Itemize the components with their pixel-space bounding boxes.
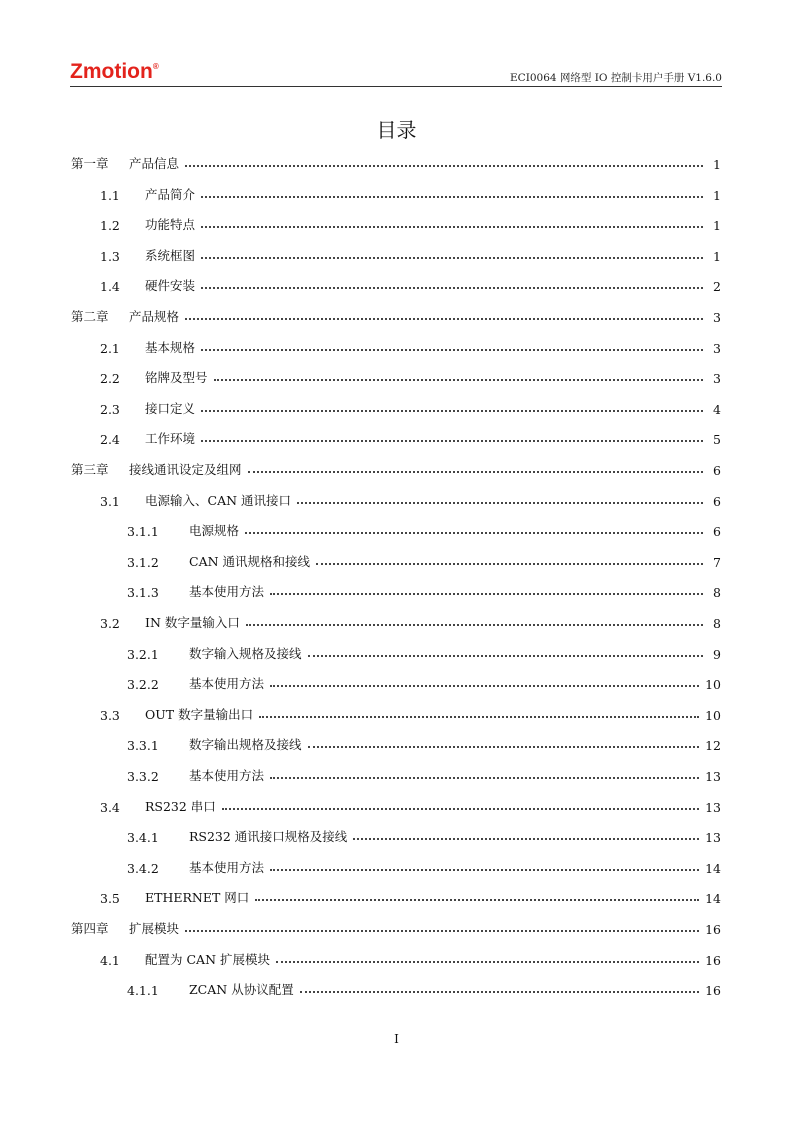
toc-dot-leader (308, 655, 703, 657)
toc-entry-title: IN 数字量输入口 (145, 615, 240, 630)
toc-entry-title: 基本使用方法 (189, 768, 265, 783)
toc-entry[interactable] (100, 793, 721, 815)
page-header (70, 58, 722, 87)
toc-entry-page: 5 (713, 432, 721, 448)
toc-entry-page: 16 (705, 952, 721, 968)
toc-dot-leader (185, 930, 699, 932)
toc-entry-number: 第四章 (71, 921, 109, 936)
toc-dot-leader (185, 165, 703, 167)
toc-dot-leader (270, 593, 703, 595)
toc-entry-page: 1 (713, 248, 721, 264)
toc-entry[interactable] (71, 150, 721, 172)
toc-entry-number: 3.2.1 (127, 646, 159, 662)
toc-entry-number: 3.3.1 (127, 738, 159, 754)
toc-entry-page: 10 (705, 677, 721, 693)
toc-dot-leader (245, 532, 703, 534)
toc-dot-leader (297, 502, 703, 504)
toc-entry[interactable] (100, 487, 721, 509)
toc-entry-page: 3 (713, 340, 721, 356)
toc-entry-title: ETHERNET 网口 (145, 890, 250, 906)
toc-entry-number: 3.3 (100, 707, 120, 723)
toc-entry[interactable] (127, 823, 721, 845)
toc-entry-page: 13 (705, 799, 721, 815)
toc-entry[interactable] (100, 334, 721, 356)
toc-entry-page: 3 (713, 310, 721, 325)
toc-entry-page: 6 (713, 463, 721, 478)
toc-entry-title: 基本使用方法 (189, 676, 265, 692)
toc-entry-page: 14 (705, 891, 721, 907)
toc-entry[interactable] (100, 701, 721, 723)
toc-entry-page: 4 (713, 401, 721, 417)
toc-entry[interactable] (127, 548, 721, 570)
toc-entry-number: 3.4 (100, 799, 120, 815)
toc-entry-title: 产品规格 (129, 309, 180, 324)
toc-entry-page: 7 (713, 554, 721, 570)
toc-entry-page: 3 (713, 371, 721, 387)
toc-entry[interactable] (127, 640, 721, 662)
toc-dot-leader (201, 410, 703, 412)
toc-entry-title: 功能特点 (145, 217, 196, 233)
toc-entry-number: 第二章 (71, 309, 109, 324)
toc-heading: 目录 (376, 118, 417, 142)
toc-entry-title: 铭牌及型号 (145, 370, 208, 386)
toc-dot-leader (201, 196, 703, 198)
toc-entry-number: 1.3 (100, 248, 120, 264)
toc-entry-title: 工作环境 (145, 431, 196, 447)
toc-dot-leader (316, 563, 703, 565)
toc-entry-title: 扩展模块 (129, 921, 180, 936)
toc-entry[interactable] (100, 946, 721, 968)
document-title: ECI0064 网络型 IO 控制卡用户手册 V1.6.0 (510, 72, 722, 84)
toc-entry-title: 产品信息 (129, 156, 180, 171)
toc-dot-leader (246, 624, 703, 626)
toc-entry[interactable] (71, 303, 721, 325)
toc-entry-title: 基本使用方法 (189, 584, 265, 600)
toc-entry-title: 电源规格 (189, 523, 240, 539)
toc-entry-number: 4.1 (100, 952, 120, 968)
toc-entry-page: 8 (713, 585, 721, 601)
toc-entry-page: 13 (705, 769, 721, 784)
toc-entry[interactable] (100, 272, 721, 294)
toc-entry-page: 6 (713, 493, 721, 509)
toc-dot-leader (222, 808, 699, 810)
toc-entry-page: 14 (705, 860, 721, 876)
toc-entry-number: 1.4 (100, 279, 120, 295)
page-number: I (394, 1032, 399, 1046)
toc-entry-number: 3.4.2 (127, 860, 159, 876)
toc-entry-title: ZCAN 从协议配置 (189, 982, 294, 998)
toc-entry-page: 10 (705, 707, 721, 723)
toc-entry[interactable] (127, 854, 721, 876)
toc-entry-title: 电源输入、CAN 通讯接口 (145, 492, 292, 508)
toc-entry-title: 数字输出规格及接线 (189, 737, 302, 753)
toc-entry-title: RS232 通讯接口规格及接线 (189, 829, 348, 845)
toc-entry[interactable] (100, 242, 721, 264)
toc-entry-title: 接线通讯设定及组网 (129, 462, 242, 477)
toc-entry-title: 接口定义 (145, 400, 196, 416)
toc-entry-page: 1 (713, 218, 721, 234)
toc-entry[interactable] (127, 976, 721, 998)
toc-entry-number: 3.3.2 (127, 769, 159, 784)
toc-entry[interactable] (127, 578, 721, 600)
toc-dot-leader (201, 440, 703, 442)
toc-dot-leader (353, 838, 699, 840)
toc-entry[interactable] (127, 670, 721, 692)
toc-entry-title: OUT 数字量输出口 (145, 706, 254, 722)
toc-entry-page: 1 (713, 157, 721, 172)
toc-entry-number: 3.1.1 (127, 524, 159, 540)
toc-dot-leader (255, 899, 699, 901)
toc-entry-page: 6 (713, 524, 721, 540)
toc-entry-number: 3.5 (100, 891, 120, 907)
zmotion-logo: Zmotion® (70, 60, 159, 83)
toc-dot-leader (276, 961, 699, 963)
toc-entry-title: 数字输入规格及接线 (189, 645, 302, 661)
toc-entry[interactable] (127, 762, 721, 784)
toc-entry-number: 1.2 (100, 218, 120, 234)
toc-entry-page: 13 (705, 830, 721, 846)
toc-entry[interactable] (100, 884, 721, 906)
toc-entry-number: 4.1.1 (127, 983, 159, 999)
toc-entry-number: 第一章 (71, 156, 109, 171)
toc-dot-leader (270, 777, 699, 779)
toc-entry-page: 2 (713, 279, 721, 295)
toc-entry-number: 3.2.2 (127, 677, 159, 693)
toc-entry[interactable] (71, 456, 721, 478)
toc-entry-title: 硬件安装 (145, 278, 196, 294)
toc-dot-leader (201, 349, 703, 351)
toc-dot-leader (201, 226, 703, 228)
toc-entry[interactable] (100, 364, 721, 386)
toc-entry-number: 3.1.3 (127, 585, 159, 601)
toc-entry-number: 第三章 (71, 462, 109, 477)
toc-entry-page: 12 (705, 738, 721, 754)
toc-dot-leader (248, 471, 703, 473)
toc-entry-page: 9 (713, 646, 721, 662)
toc-entry-number: 2.1 (100, 340, 120, 356)
toc-entry[interactable] (100, 181, 721, 203)
toc-entry-title: 系统框图 (145, 247, 196, 263)
toc-entry-number: 3.4.1 (127, 830, 159, 846)
toc-entry[interactable] (100, 609, 721, 631)
toc-entry-number: 3.2 (100, 616, 120, 631)
toc-entry-title: 基本使用方法 (189, 859, 265, 875)
toc-entry-page: 16 (705, 983, 721, 999)
toc-entry[interactable] (71, 915, 721, 937)
toc-dot-leader (201, 287, 703, 289)
toc-entry[interactable] (100, 211, 721, 233)
toc-dot-leader (185, 318, 703, 320)
toc-dot-leader (308, 746, 700, 748)
toc-dot-leader (270, 869, 699, 871)
toc-dot-leader (300, 991, 699, 993)
toc-entry-page: 1 (713, 187, 721, 203)
toc-entry-number: 3.1 (100, 493, 120, 509)
toc-entry[interactable] (127, 731, 721, 753)
toc-entry-number: 2.3 (100, 401, 120, 417)
toc-dot-leader (201, 257, 703, 259)
toc-entry-title: 产品简介 (145, 186, 196, 202)
toc-entry-title: RS232 串口 (145, 798, 216, 814)
toc-entry[interactable] (100, 425, 721, 447)
toc-dot-leader (259, 716, 699, 718)
toc-entry-title: CAN 通讯规格和接线 (189, 553, 311, 569)
toc-entry-number: 1.1 (100, 187, 120, 203)
toc-entry[interactable] (127, 517, 721, 539)
toc-entry-page: 8 (713, 616, 721, 631)
toc-entry-title: 配置为 CAN 扩展模块 (145, 951, 270, 967)
toc-entry-number: 2.4 (100, 432, 120, 448)
toc-dot-leader (214, 379, 703, 381)
toc-entry[interactable] (100, 395, 721, 417)
toc-entry-number: 3.1.2 (127, 554, 159, 570)
toc-entry-title: 基本规格 (145, 339, 196, 355)
toc-entry-page: 16 (705, 922, 721, 937)
toc-dot-leader (270, 685, 699, 687)
toc-entry-number: 2.2 (100, 371, 120, 387)
